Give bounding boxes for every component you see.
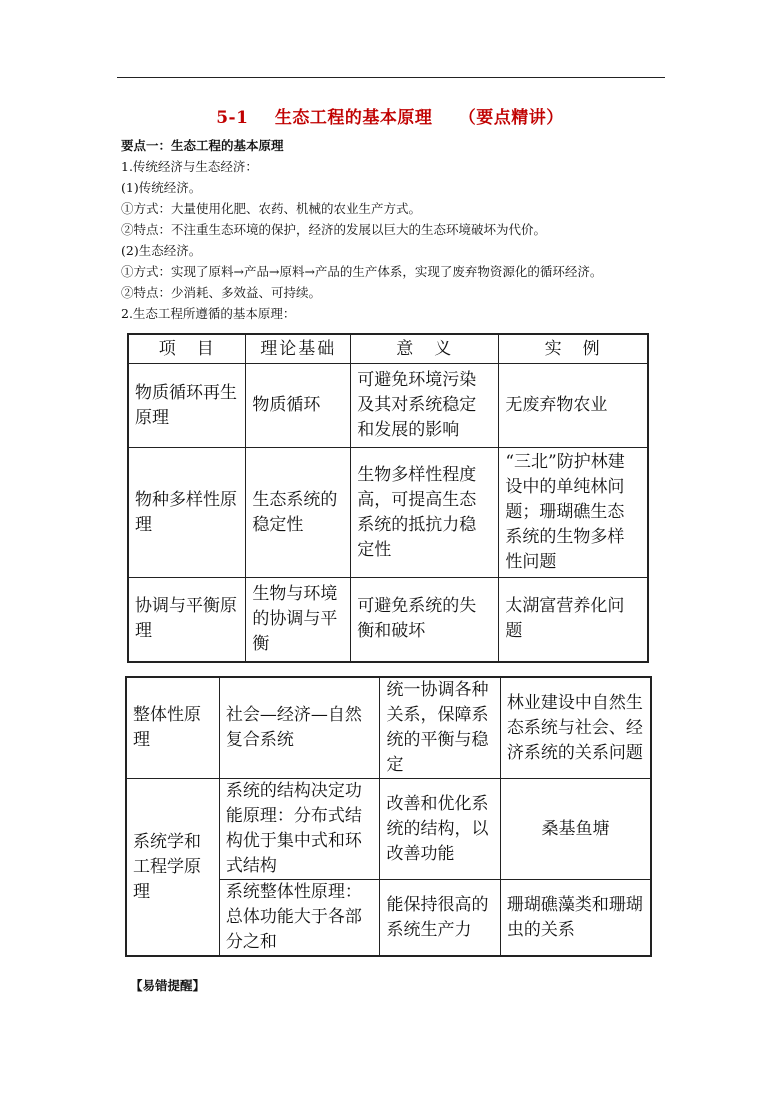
mistake-reminder-heading: 【易错提醒】 — [130, 978, 206, 993]
table-cell: 生物与环境的协调与平衡 — [246, 578, 351, 662]
page-title — [0, 103, 780, 128]
table-cell: 整体性原理 — [126, 677, 219, 779]
header-item: 项 目 — [128, 334, 246, 364]
table-row — [128, 364, 648, 448]
table-cell: 系统学和工程学原理 — [126, 779, 219, 957]
table-row — [126, 677, 651, 779]
table-cell: 生物多样性程度高，可提高生态系统的抵抗力稳定性 — [351, 448, 499, 578]
table-cell: 系统的结构决定功能原理：分布式结构优于集中式和环式结构 — [219, 779, 380, 880]
title-main: 生态工程的基本原理 — [274, 108, 433, 128]
body-line: 1.传统经济与生态经济： — [121, 159, 258, 174]
table-cell: 可避免环境污染及其对系统稳定和发展的影响 — [351, 364, 499, 448]
table-cell: 可避免系统的失衡和破坏 — [351, 578, 499, 662]
table-row — [128, 448, 648, 578]
table-cell: 林业建设中自然生态系统与社会、经济系统的关系问题 — [500, 677, 651, 779]
table-cell: 系统整体性原理：总体功能大于各部分之和 — [219, 880, 380, 957]
table-cell: 物质循环 — [246, 364, 351, 448]
header-example: 实 例 — [499, 334, 648, 364]
table-cell: 桑基鱼塘 — [500, 779, 651, 880]
principles-table — [127, 333, 649, 663]
body-line: ②特点：少消耗、多效益、可持续。 — [121, 285, 322, 300]
table-cell: 社会—经济—自然复合系统 — [219, 677, 380, 779]
table-cell: 能保持很高的系统生产力 — [380, 880, 500, 957]
header-meaning: 意 义 — [351, 334, 499, 364]
body-line: ①方式：实现了原料→产品→原料→产品的生产体系，实现了废弃物资源化的循环经济。 — [121, 264, 603, 279]
body-line: (2)生态经济。 — [121, 243, 202, 258]
title-suffix: （要点精讲） — [458, 108, 564, 128]
section-heading: 要点一：生态工程的基本原理 — [121, 138, 284, 153]
table-cell: 无废弃物农业 — [499, 364, 648, 448]
table-cell: 统一协调各种关系，保障系统的平衡与稳定 — [380, 677, 500, 779]
principles-table-continued — [125, 676, 652, 957]
body-line: ①方式：大量使用化肥、农药、机械的农业生产方式。 — [121, 201, 422, 216]
header-rule — [117, 77, 665, 78]
body-line: (1)传统经济。 — [121, 180, 202, 195]
table-cell: 生态系统的稳定性 — [246, 448, 351, 578]
table-cell: 珊瑚礁藻类和珊瑚虫的关系 — [500, 880, 651, 957]
table-cell: “三北”防护林建设中的单纯林问题；珊瑚礁生态系统的生物多样性问题 — [499, 448, 648, 578]
table-cell: 协调与平衡原理 — [128, 578, 246, 662]
table-cell: 改善和优化系统的结构，以改善功能 — [380, 779, 500, 880]
body-line: 2.生态工程所遵循的基本原理： — [121, 306, 296, 321]
body-line: ②特点：不注重生态环境的保护，经济的发展以巨大的生态环境破坏为代价。 — [121, 222, 547, 237]
table-row — [128, 578, 648, 662]
header-basis: 理论基础 — [246, 334, 351, 364]
table-cell: 物种多样性原理 — [128, 448, 246, 578]
table-header-row — [128, 334, 648, 364]
table-cell: 物质循环再生原理 — [128, 364, 246, 448]
title-number: 5-1 — [216, 108, 249, 128]
table-cell: 太湖富营养化问题 — [499, 578, 648, 662]
table-row — [126, 779, 651, 880]
